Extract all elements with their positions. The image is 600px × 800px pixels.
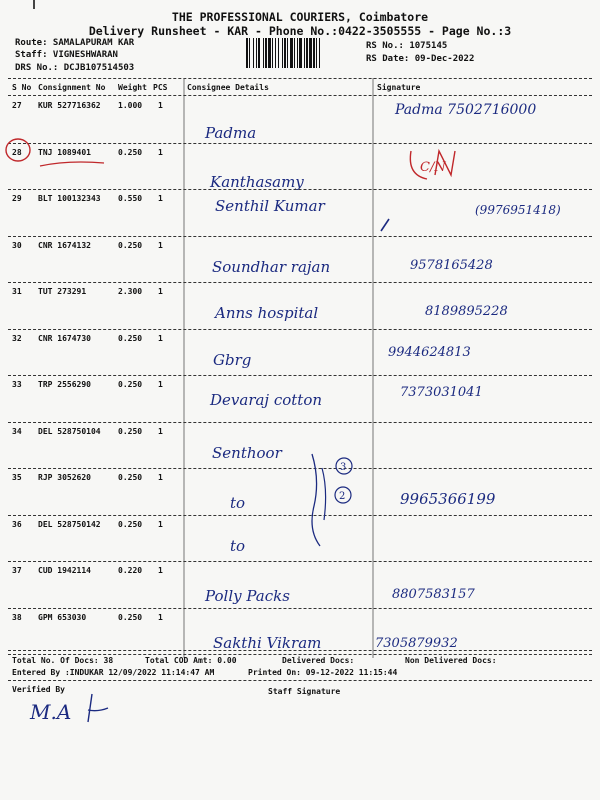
rs-date: RS Date: 09-Dec-2022 xyxy=(366,54,475,64)
rs-number: RS No.: 1075145 xyxy=(366,41,448,51)
row-consignee-handwriting: Kanthasamy xyxy=(210,172,304,191)
row-pcs: 1 xyxy=(158,380,163,389)
row-signature-handwriting: 9965366199 xyxy=(400,490,496,508)
table-bottom-rule xyxy=(8,650,592,651)
row-signature-handwriting: 9578165428 xyxy=(410,257,493,273)
row-weight: 0.250 xyxy=(118,519,143,529)
non-delivered-docs: Non Delivered Docs: xyxy=(405,656,497,665)
row-pcs: 1 xyxy=(158,101,163,110)
barcode-bar xyxy=(287,38,288,68)
row-sno: 29 xyxy=(12,194,22,203)
barcode-bar xyxy=(263,38,264,68)
row-sno: 27 xyxy=(12,101,22,110)
row-consignment-no: CNR 1674730 xyxy=(38,333,91,343)
delivered-docs: Delivered Docs: xyxy=(282,656,355,665)
row-consignee-handwriting: Senthoor xyxy=(212,443,282,462)
barcode-bar xyxy=(249,38,250,68)
row-separator xyxy=(8,236,592,237)
row-signature-handwriting: 8807583157 xyxy=(392,587,475,602)
row-sno: 31 xyxy=(12,287,22,296)
table-header-rule xyxy=(8,95,592,96)
row-sno: 38 xyxy=(12,612,22,622)
row-weight: 0.220 xyxy=(118,566,143,575)
row-separator xyxy=(8,143,592,144)
row-sno: 34 xyxy=(12,426,22,436)
col-pcs: PCS xyxy=(153,83,168,92)
printed-on: Printed On: 09-12-2022 11:15:44 xyxy=(248,668,398,677)
row-sno: 28 xyxy=(12,147,22,157)
row-separator xyxy=(8,282,592,283)
barcode-bar xyxy=(282,38,283,68)
row-28-red-underline xyxy=(38,158,108,170)
row-consignee-handwriting: Polly Packs xyxy=(205,587,290,605)
row-consignee-handwriting: Soundhar rajan xyxy=(212,257,331,276)
staff-signature-label: Staff Signature xyxy=(268,687,341,696)
row-signature-handwriting: 7305879932 xyxy=(375,635,458,651)
route-label: Route: SAMALAPURAM KAR xyxy=(15,38,135,48)
cn-red-mark xyxy=(405,145,465,185)
row-weight: 0.250 xyxy=(118,147,143,157)
row-consignee-handwriting: to xyxy=(230,536,246,555)
row-consignee-handwriting: Padma xyxy=(205,124,257,142)
row-weight: 2.300 xyxy=(118,287,143,296)
row-separator xyxy=(8,654,592,655)
row-pcs: 1 xyxy=(158,473,163,482)
row-weight: 0.250 xyxy=(118,612,143,622)
stray-mark xyxy=(32,0,38,10)
row-sno: 36 xyxy=(12,519,22,529)
row-pcs: 1 xyxy=(158,147,163,157)
row-pcs: 1 xyxy=(158,612,163,622)
row-signature-handwriting: 7373031041 xyxy=(400,385,483,400)
barcode-bar xyxy=(319,38,320,68)
verified-sign-tail xyxy=(82,690,112,726)
row-consignment-no: KUR 527716362 xyxy=(38,101,101,110)
barcode-bar xyxy=(246,38,248,68)
row-weight: 0.250 xyxy=(118,380,143,389)
row-consignment-no: TRP 2556290 xyxy=(38,380,91,389)
col-consignment: Consignment No xyxy=(38,83,106,92)
barcode-bar xyxy=(258,38,260,68)
bracket-annotation xyxy=(300,450,360,550)
bracket-note: 3 xyxy=(340,462,347,473)
row-consignee-handwriting: Sakthi Vikram xyxy=(213,633,322,652)
row-weight: 0.250 xyxy=(118,240,143,250)
barcode-bar xyxy=(272,38,273,68)
row-pcs: 1 xyxy=(158,287,163,296)
row-separator xyxy=(8,189,592,190)
barcode-bar xyxy=(253,38,254,68)
row-consignee-handwriting: to xyxy=(230,494,246,512)
staff-label: Staff: VIGNESHWARAN xyxy=(15,50,118,60)
row-sno: 32 xyxy=(12,333,22,343)
row-weight: 0.250 xyxy=(118,333,143,343)
row-pcs: 1 xyxy=(158,333,163,343)
runsheet-subtitle: Delivery Runsheet - KAR - Phone No.:0422-3505555 - Page No.:3 xyxy=(88,24,512,38)
row-separator xyxy=(8,608,592,609)
barcode-bar xyxy=(290,38,293,68)
row-pcs: 1 xyxy=(158,566,163,575)
row-consignment-no: BLT 100132343 xyxy=(38,194,101,203)
barcode-bar xyxy=(299,38,302,68)
row-sno: 35 xyxy=(12,473,22,482)
row-separator xyxy=(8,561,592,562)
row-consignee-handwriting: Devaraj cotton xyxy=(210,391,323,409)
row-28-circle-mark xyxy=(0,135,40,165)
row-consignment-no: TUT 273291 xyxy=(38,287,87,296)
col-weight: Weight xyxy=(118,83,147,92)
row-consignee-handwriting: Anns hospital xyxy=(215,304,319,322)
slash-mark xyxy=(377,215,405,235)
barcode-bar xyxy=(265,38,267,68)
barcode-bar xyxy=(304,38,305,68)
barcode-bar xyxy=(316,38,317,68)
entered-by: Entered By :INDUKAR 12/09/2022 11:14:47 AM xyxy=(12,668,215,677)
row-consignment-no: DEL 528750104 xyxy=(38,426,101,436)
row-consignment-no: RJP 3052620 xyxy=(38,473,91,482)
barcode-bar xyxy=(313,38,315,68)
row-pcs: 1 xyxy=(158,426,163,436)
barcode-bar xyxy=(297,38,298,68)
row-sno: 33 xyxy=(12,380,22,389)
row-consignee-handwriting: Gbrg xyxy=(213,350,252,369)
row-weight: 0.250 xyxy=(118,473,143,482)
barcode-bar xyxy=(309,38,312,68)
row-signature-handwriting: Padma 7502716000 xyxy=(395,102,537,118)
verified-signature: M.A xyxy=(30,700,72,724)
company-title: THE PROFESSIONAL COURIERS, Coimbatore xyxy=(171,10,429,24)
total-cod: Total COD Amt: 0.00 xyxy=(145,656,237,665)
row-sno: 37 xyxy=(12,566,22,575)
row-consignment-no: GPM 653030 xyxy=(38,612,87,622)
col-consignee: Consignee Details xyxy=(187,83,269,92)
row-pcs: 1 xyxy=(158,519,163,529)
barcode-bar xyxy=(256,38,257,68)
row-consignment-no: DEL 528750142 xyxy=(38,519,101,529)
row-consignment-no: TNJ 1089401 xyxy=(38,147,91,157)
total-docs: Total No. Of Docs: 38 xyxy=(12,656,114,665)
row-pcs: 1 xyxy=(158,240,163,250)
row-consignment-no: CUD 1942114 xyxy=(38,566,91,575)
barcode-bar xyxy=(268,38,271,68)
row-separator xyxy=(8,329,592,330)
row-consignee-handwriting: Senthil Kumar xyxy=(215,197,325,215)
drs-number: DRS No.: DCJB107514503 xyxy=(15,63,135,73)
col-signature: Signature xyxy=(377,83,421,92)
barcode-bar xyxy=(284,38,286,68)
footer-rule xyxy=(8,680,592,681)
row-weight: 1.000 xyxy=(118,101,143,110)
barcode-bar xyxy=(275,38,276,68)
row-consignment-no: CNR 1674132 xyxy=(38,240,91,250)
row-pcs: 1 xyxy=(158,194,163,203)
row-sno: 30 xyxy=(12,240,22,250)
verified-by-label: Verified By xyxy=(12,685,65,694)
barcode-bar xyxy=(278,38,279,68)
barcode-bar xyxy=(294,38,295,68)
row-weight: 0.550 xyxy=(118,194,143,203)
col-sno: S No xyxy=(12,83,32,92)
row-separator xyxy=(8,375,592,376)
row-signature-handwriting: 9944624813 xyxy=(388,344,471,360)
row-signature-handwriting: (9976951418) xyxy=(475,203,561,217)
row-weight: 0.250 xyxy=(118,426,143,436)
barcode xyxy=(244,38,362,68)
row-separator xyxy=(8,422,592,423)
cn-mark-text: C/N xyxy=(420,160,446,175)
bracket-note-2: 2 xyxy=(339,491,346,502)
row-signature-handwriting: 8189895228 xyxy=(425,304,508,319)
barcode-bar xyxy=(306,38,308,68)
